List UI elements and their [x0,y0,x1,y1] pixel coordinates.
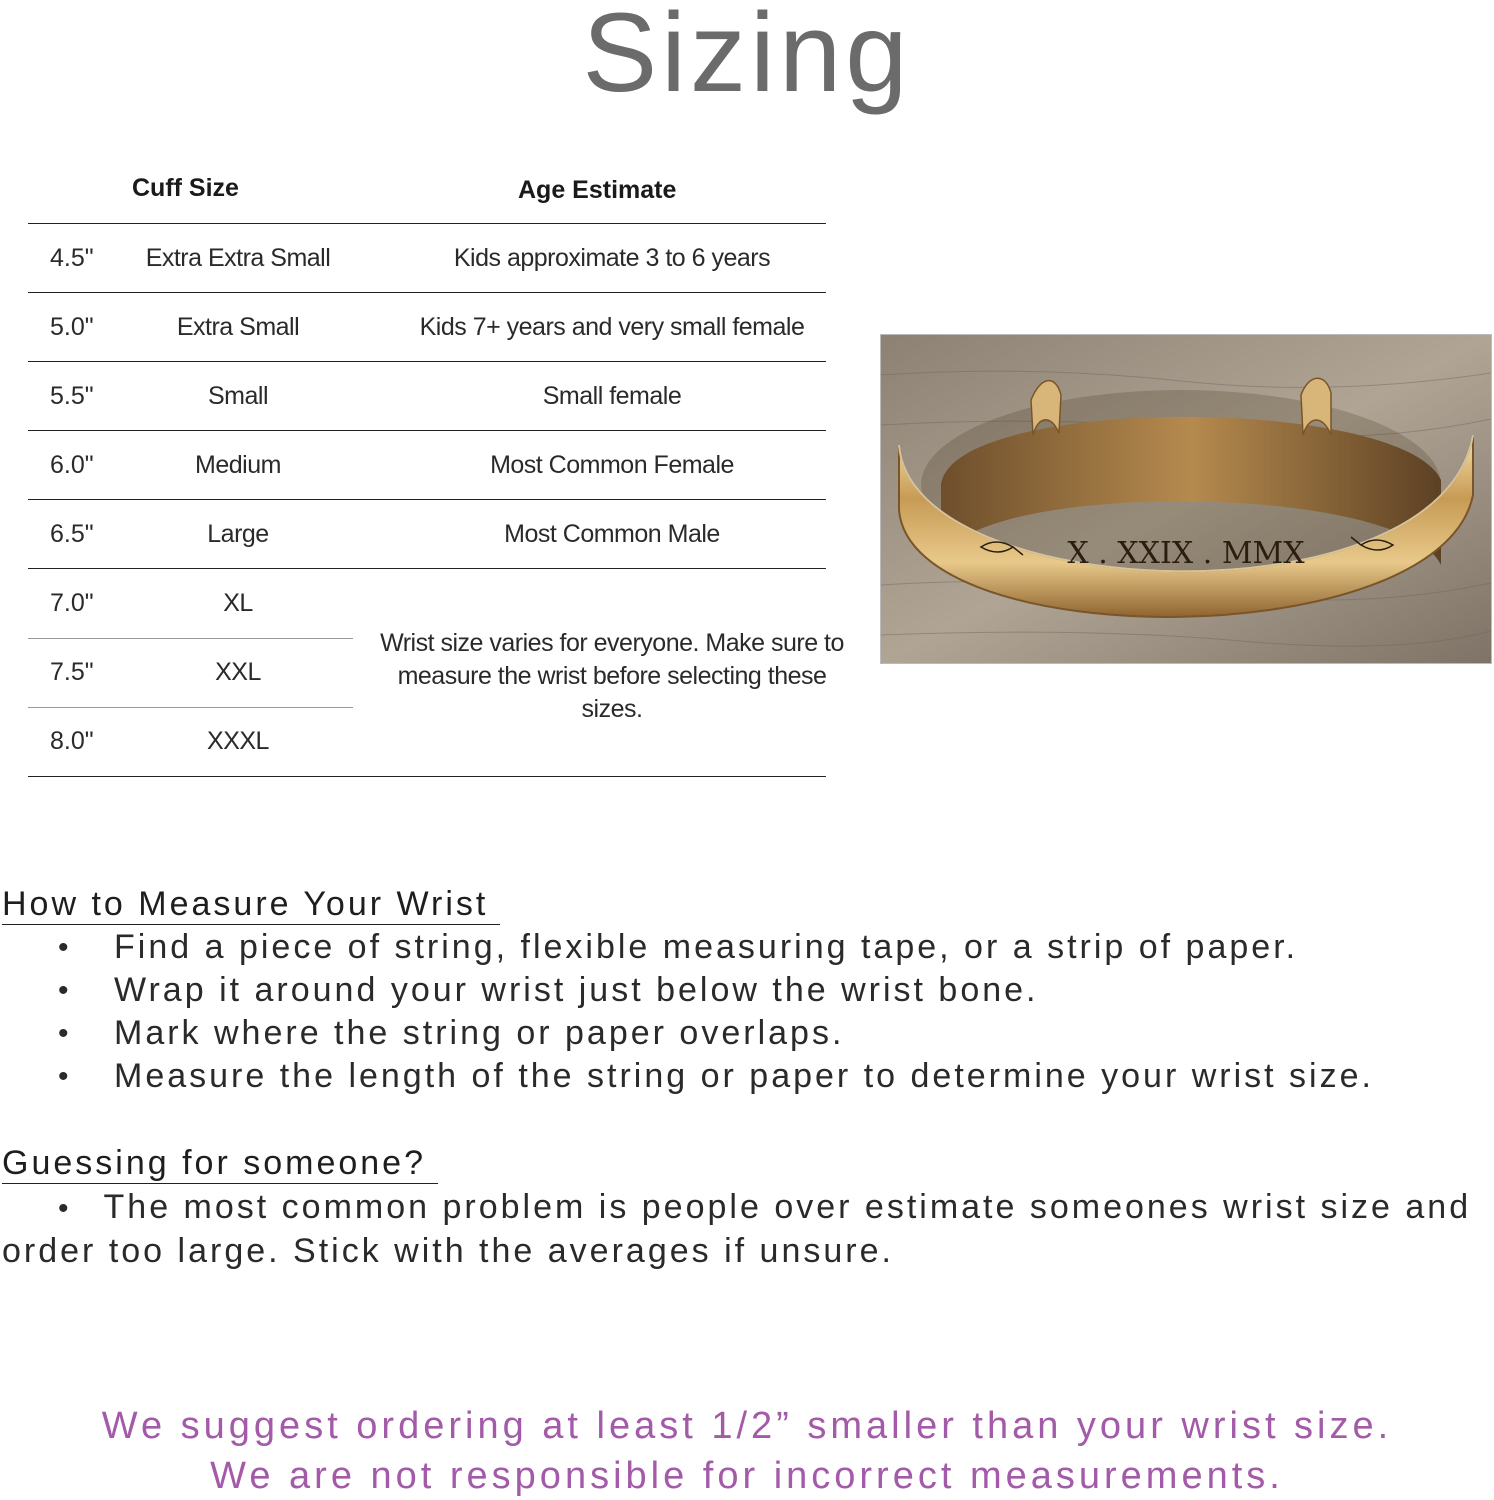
table-header [28,160,826,224]
notice-line-2: We are not responsible for incorrect measurements. [210,1455,1284,1497]
cell-name: Extra Small [176,313,300,341]
table-row [28,500,826,569]
cell-name: XL [223,589,253,617]
measure-heading: How to Measure Your Wrist [2,884,500,925]
cell-name: Medium [195,451,281,479]
sizing-table [28,160,844,777]
bullet-icon: • [58,1192,72,1225]
cell-size: 7.5" [50,658,94,686]
guess-text: The most common problem is people over estimate someones wrist size and order too large. Stick with the averages if unsure. [2,1188,1472,1270]
bullet-icon: • [58,931,72,964]
cell-age: Small female [542,382,682,410]
engraving-text: X . XXIX . MMX [1067,536,1305,571]
page-title: Sizing [582,0,912,115]
cell-size: 6.5" [50,520,94,548]
cell-name: Large [207,520,269,548]
list-item [0,969,1494,1012]
cell-age: Most Common Male [504,520,720,548]
table-row [28,293,826,362]
table-row [28,569,353,639]
table-row [28,431,826,500]
cell-name: Extra Extra Small [145,244,331,272]
cell-size: 4.5" [50,244,94,272]
cell-age: Most Common Female [490,451,734,479]
cuff-bracelet-photo [880,334,1492,664]
cell-age: Kids approximate 3 to 6 years [453,244,771,272]
step-text: Wrap it around your wrist just below the wrist bone. [114,971,1039,1009]
list-item [0,926,1494,969]
step-text: Mark where the string or paper overlaps. [114,1014,845,1052]
cell-size: 5.5" [50,382,94,410]
header-cuff-size: Cuff Size [132,174,239,202]
step-text: Find a piece of string, flexible measuring tape, or a strip of paper. [114,928,1299,966]
table-row [28,224,826,293]
bullet-icon: • [58,1017,72,1050]
merged-rows [28,569,844,777]
cell-size: 6.0" [50,451,94,479]
bullet-icon: • [58,974,72,1007]
guess-heading: Guessing for someone? [2,1143,438,1184]
table-row [28,362,826,431]
merged-age-note: Wrist size varies for everyone. Make sure to measure the wrist before selecting these sizes. [380,629,844,723]
table-row [28,638,353,708]
guess-paragraph [2,1186,1492,1273]
notice-line-1: We suggest ordering at least 1/2” smaller than your wrist size. [101,1405,1393,1447]
measure-steps [0,926,1494,1098]
cell-size: 7.0" [50,589,94,617]
cell-name: XXL [215,658,261,686]
cell-size: 5.0" [50,313,94,341]
cell-age: Kids 7+ years and very small female [419,313,805,341]
cell-size: 8.0" [50,727,94,755]
table-row [28,707,353,776]
bullet-icon: • [58,1060,72,1093]
list-item [0,1012,1494,1055]
header-age-estimate: Age Estimate [518,176,677,204]
step-text: Measure the length of the string or paper to determine your wrist size. [114,1057,1374,1095]
list-item [0,1055,1494,1098]
cell-name: XXXL [207,727,269,755]
cell-name: Small [207,382,268,410]
